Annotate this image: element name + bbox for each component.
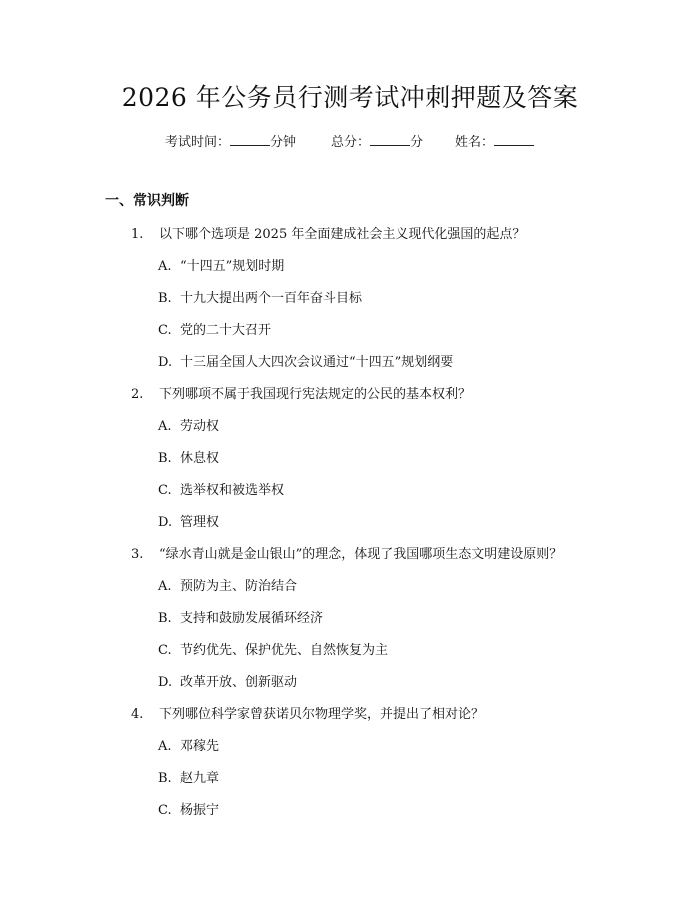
option-text: 党的二十大召开 xyxy=(180,323,272,338)
score-label: 总分： xyxy=(331,135,371,150)
option-letter: A. xyxy=(158,739,172,754)
option-letter: C. xyxy=(158,483,172,498)
option-text: 选举权和被选举权 xyxy=(180,483,285,498)
option xyxy=(158,799,219,818)
option-text: 改革开放、创新驱动 xyxy=(180,675,298,690)
option-text: 赵九章 xyxy=(180,771,220,786)
question-text: “绿水青山就是金山银山”的理念，体现了我国哪项生态文明建设原则？ xyxy=(159,547,563,562)
option xyxy=(158,511,219,530)
time-unit: 分钟 xyxy=(270,135,297,150)
option-letter: A. xyxy=(158,259,172,274)
option-text: “十四五”规划时期 xyxy=(180,259,285,274)
option-text: 邓稼先 xyxy=(180,739,220,754)
option-text: 杨振宁 xyxy=(180,803,220,818)
section-heading: 一、常识判断 xyxy=(105,193,189,209)
option-letter: D. xyxy=(158,355,173,370)
score-blank xyxy=(370,133,410,146)
exam-time xyxy=(165,131,296,150)
option xyxy=(158,607,323,626)
option-letter: C. xyxy=(158,323,172,338)
question-text: 下列哪位科学家曾获诺贝尔物理学奖，并提出了相对论？ xyxy=(159,707,485,722)
option-text: 劳动权 xyxy=(180,419,220,434)
option-text: 十三届全国人大四次会议通过“十四五”规划纲要 xyxy=(180,355,454,370)
time-label: 考试时间： xyxy=(165,135,231,150)
question xyxy=(131,703,484,722)
option xyxy=(158,735,219,754)
name-label: 姓名： xyxy=(455,135,495,150)
question xyxy=(131,383,471,402)
option xyxy=(158,447,219,466)
option-letter: C. xyxy=(158,803,172,818)
option xyxy=(158,575,297,594)
option-letter: A. xyxy=(158,419,172,434)
time-blank xyxy=(230,133,270,146)
question-number: 4. xyxy=(131,707,144,722)
option-text: 休息权 xyxy=(180,451,220,466)
option-letter: C. xyxy=(158,643,172,658)
option-letter: D. xyxy=(158,515,173,530)
option-letter: B. xyxy=(158,291,172,306)
option-letter: B. xyxy=(158,451,172,466)
option xyxy=(158,639,388,658)
student-name xyxy=(455,131,534,150)
question xyxy=(131,223,525,242)
option-text: 节约优先、保护优先、自然恢复为主 xyxy=(180,643,389,658)
option-letter: A. xyxy=(158,579,172,594)
question-text: 以下哪个选项是 2025 年全面建成社会主义现代化强国的起点？ xyxy=(159,227,526,242)
option xyxy=(158,415,219,434)
option-text: 十九大提出两个一百年奋斗目标 xyxy=(180,291,363,306)
option xyxy=(158,479,284,498)
question-number: 1. xyxy=(131,227,144,242)
option xyxy=(158,671,297,690)
question-number: 3. xyxy=(131,547,144,562)
option-letter: D. xyxy=(158,675,173,690)
score-unit: 分 xyxy=(410,135,424,150)
total-score xyxy=(331,131,423,150)
option-text: 预防为主、防治结合 xyxy=(180,579,298,594)
option-text: 管理权 xyxy=(180,515,220,530)
name-blank xyxy=(494,133,534,146)
option-letter: B. xyxy=(158,611,172,626)
page-title: 2026 年公务员行测考试冲刺押题及答案 xyxy=(121,83,579,112)
question xyxy=(131,543,562,562)
option xyxy=(158,287,362,306)
option xyxy=(158,319,271,338)
option-letter: B. xyxy=(158,771,172,786)
option-text: 支持和鼓励发展循环经济 xyxy=(180,611,324,626)
question-text: 下列哪项不属于我国现行宪法规定的公民的基本权利？ xyxy=(159,387,472,402)
option xyxy=(158,767,219,786)
option xyxy=(158,255,284,274)
question-number: 2. xyxy=(131,387,144,402)
option xyxy=(158,351,453,370)
